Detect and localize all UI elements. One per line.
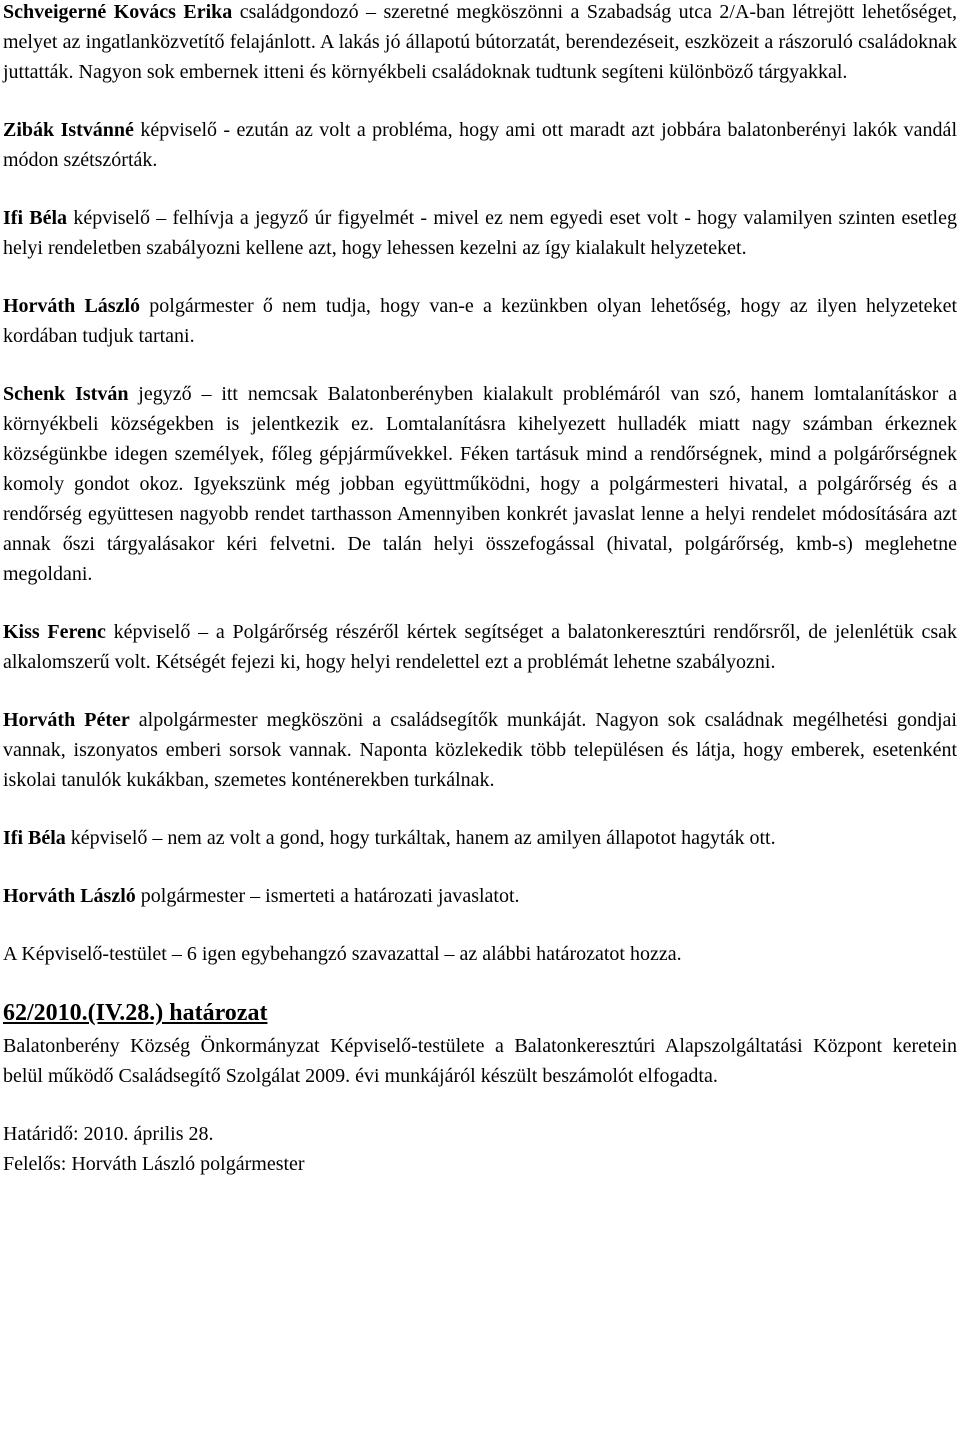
paragraph-schveigerne [3,0,957,87]
paragraph-text: képviselő - ezután az volt a probléma, hogy ami ott maradt azt jobbára balatonberényi lakók vandál módon szétszórták. [3,119,957,171]
resolution-block [3,997,957,1179]
paragraph-text: polgármester ő nem tudja, hogy van-e a kezünkben olyan lehetőség, hogy az ilyen helyzeteket kordában tudjuk tartani. [3,295,957,347]
paragraph-text: polgármester – ismerteti a határozati javaslatot. [135,885,520,907]
paragraph-ifi-1 [3,203,957,263]
paragraph-text: A Képviselő-testület – 6 igen egybehangzó szavazattal – az alábbi határozatot hozza. [3,943,682,965]
paragraph-schenk [3,379,957,589]
document-page [3,0,957,1179]
paragraph-zibak [3,115,957,175]
speaker-name: Schenk István [3,383,129,405]
paragraph-horvath-peter [3,705,957,795]
speaker-name: Ifi Béla [3,827,66,849]
paragraph-text: képviselő – felhívja a jegyző úr figyelmét - mivel ez nem egyedi eset volt - hogy valamilyen szinten esetleg helyi rendeletben szabályozni kellene azt, hogy lehessen kezelni az így kialakult helyzeteket. [3,207,957,259]
resolution-deadline: Határidő: 2010. április 28. [3,1123,214,1145]
paragraph-text: képviselő – nem az volt a gond, hogy turkáltak, hanem az amilyen állapotot hagyták ott. [65,827,776,849]
resolution-body: Balatonberény Község Önkormányzat Képviselő-testülete a Balatonkeresztúri Alapszolgáltatási Központ keretein belül működő Családsegítő Szolgálat 2009. évi munkájáról készült beszámolót elfogadta. [3,1035,957,1087]
speaker-name: Zibák Istvánné [3,119,134,141]
paragraph-text: képviselő – a Polgárőrség részéről kértek segítséget a balatonkeresztúri rendőrsről, de jelenlétük csak alkalomszerű volt. Kétségét fejezi ki, hogy helyi rendelettel ezt a problémát lehetne szabályozni. [3,621,957,673]
resolution-responsible: Felelős: Horváth László polgármester [3,1153,305,1175]
paragraph-text: jegyző – itt nemcsak Balatonberényben kialakult problémáról van szó, hanem lomtalanításkor a környékbeli községekben is jelentkezik ez. Lomtalanításra kihelyezett hulladék miatt nagy számban érkeznek községünkbe idegen személyek, főleg gépjárművekkel. Féken tartásuk mind a rendőrségnek, mind a polgárőrségnek komoly gondot okoz. Igyekszünk még jobban együttműködni, hogy a polgármesteri hivatal, a polgárőrség és a rendőrség együttesen nagyobb rendet tarthasson Amennyiben konkrét javaslat lenne a helyi rendelet módosítására azt annak őszi tárgyalásakor kéri felvetni. De talán helyi összefogással (hivatal, polgárőrség, kmb-s) meglehetne megoldani. [3,383,957,585]
paragraph-horvath-laszlo-1 [3,291,957,351]
paragraph-vote [3,939,957,969]
resolution-title: 62/2010.(IV.28.) határozat [3,1000,268,1026]
paragraph-text: alpolgármester megköszöni a családsegítők munkáját. Nagyon sok családnak megélhetési gondjai vannak, iszonyatos emberi sorsok vannak. Naponta közlekedik több településen és látja, hogy emberek, esetenként iskolai tanulók kukákban, szemetes konténerekben turkálnak. [3,709,957,791]
paragraph-horvath-laszlo-2 [3,881,957,911]
speaker-name: Horváth László [3,295,141,317]
paragraph-text: családgondozó – szeretné megköszönni a Szabadság utca 2/A-ban létrejött lehetőséget, melyet az ingatlanközvetítő felajánlott. A lakás jó állapotú bútorzatát, berendezéseit, eszközeit a rászoruló családoknak juttatták. Nagyon sok embernek itteni és környékbeli családoknak tudtunk segíteni különböző tárgyakkal. [3,1,957,83]
speaker-name: Ifi Béla [3,207,68,229]
speaker-name: Horváth László [3,885,136,907]
speaker-name: Horváth Péter [3,709,130,731]
speaker-name: Kiss Ferenc [3,621,106,643]
speaker-name: Schveigerné Kovács Erika [3,1,233,23]
paragraph-kiss [3,617,957,677]
paragraph-ifi-2 [3,823,957,853]
